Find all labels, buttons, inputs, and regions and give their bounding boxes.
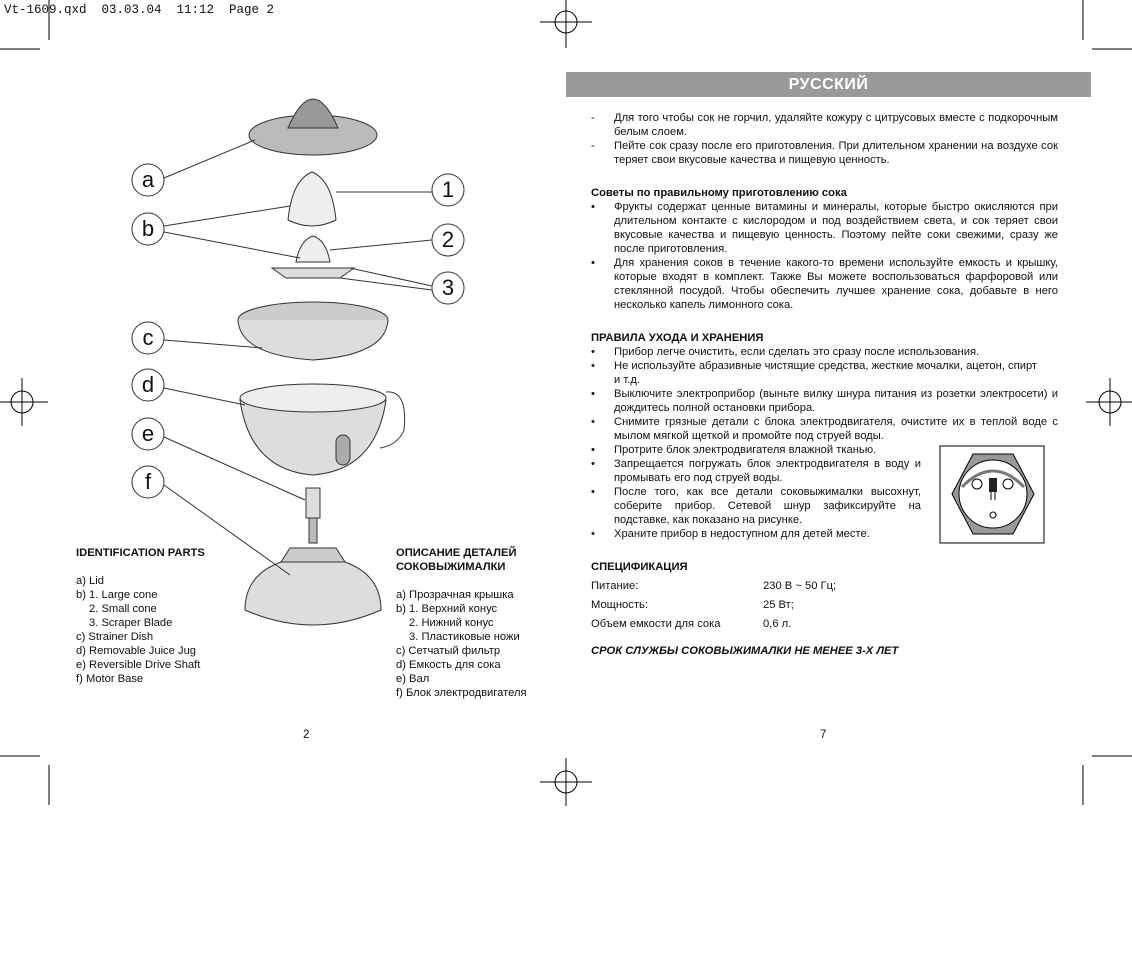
part-item: c) Strainer Dish [76, 631, 154, 643]
care-item: • Прибор легче очистить, если сделать это сразу после использования. [591, 346, 980, 358]
care-item: • Запрещается погружать блок электродвигателя в воду и промывать его под струей воды. [591, 458, 921, 484]
callout-e: e [141, 421, 155, 446]
callout-1: 1 [441, 177, 455, 202]
spec-row: Объем емкости для сока 0,6 л. [591, 618, 792, 630]
callout-3: 3 [441, 275, 455, 300]
care-title: ПРАВИЛА УХОДА И ХРАНЕНИЯ [591, 332, 764, 344]
page-number-left: 2 [303, 729, 310, 741]
part-item: b) 1. Large cone [76, 589, 158, 601]
spec-title: СПЕЦИФИКАЦИЯ [591, 561, 688, 573]
english-title: IDENTIFICATION PARTS [76, 547, 205, 559]
part-item: e) Reversible Drive Shaft [76, 659, 201, 671]
spec-row: Мощность: 25 Вт; [591, 599, 794, 611]
part-item: c) Сетчатый фильтр [396, 645, 501, 657]
russian-title-2: СОКОВЫЖИМАЛКИ [396, 561, 506, 573]
tip-item: • Фрукты содержат ценные витамины и минералы, которые быстро окисляются при длительном контакте с кислородом и под воздействием света, и сок теряет свои вкусовые качества и пищевую ценность. Поэтому пейте соки свежими, сразу же после приготовления. [591, 201, 1058, 255]
service-life-note: СРОК СЛУЖБЫ СОКОВЫЖИМАЛКИ НЕ МЕНЕЕ 3-Х ЛЕТ [591, 645, 899, 657]
callout-c: c [142, 325, 154, 350]
part-item: a) Прозрачная крышка [396, 589, 514, 601]
page-number-right: 7 [820, 729, 827, 741]
care-item: • Выключите электроприбор (выньте вилку шнура питания из розетки электросети) и дождитесь полной остановки прибора. [591, 388, 1058, 414]
care-item: • Храните прибор в недоступном для детей месте. [591, 528, 870, 540]
care-item: • Снимите грязные детали с блока электродвигателя, очистите их в теплой воде с мылом мягкой щеткой и промойте под струей воды. [591, 416, 1058, 442]
file-slug: Vt-1609.qxd 03.03.04 11:12 Page 2 [4, 3, 275, 17]
part-item: a) Lid [76, 575, 104, 587]
part-item: 3. Scraper Blade [89, 617, 173, 629]
part-item: 3. Пластиковые ножи [409, 631, 520, 643]
russian-title: ОПИСАНИЕ ДЕТАЛЕЙ [396, 547, 517, 559]
part-item: d) Removable Juice Jug [76, 645, 197, 657]
dash-item: - Пейте сок сразу после его приготовления. При длительном хранении на воздухе сок теряет свои вкусовые качества и пищевую ценность. [591, 140, 1058, 166]
language-header: РУССКИЙ [566, 72, 1091, 97]
part-item: 2. Small cone [89, 603, 157, 615]
callout-d: d [141, 372, 155, 397]
dash-item: - Для того чтобы сок не горчил, удаляйте кожуру с цитрусовых вместе с подкорочным белым слоем. [591, 112, 1058, 138]
care-item: • После того, как все детали соковыжималки высохнут, соберите прибор. Сетевой шнур зафиксируйте на подставке, как показано на рисунке. [591, 486, 921, 526]
tips-title: Советы по правильному приготовлению сока [591, 187, 847, 199]
callout-b: b [141, 216, 155, 241]
callout-f: f [144, 469, 152, 494]
part-item: d) Емкость для сока [396, 659, 501, 671]
part-item: e) Вал [396, 673, 430, 685]
part-item: b) 1. Верхний конус [396, 603, 498, 615]
part-item: f) Блок электродвигателя [396, 687, 527, 699]
care-item: • Протрите блок электродвигателя влажной тканью. [591, 444, 877, 456]
callout-2: 2 [441, 227, 455, 252]
tip-item: • Для хранения соков в течение какого-то времени используйте емкость и крышку, которые входят в комплект. Также Вы можете воспользоваться фарфоровой или стеклянной посудой. Чтобы обеспечить лучшее хранение сока, добавьте в него несколько капель лимонного сока. [591, 257, 1058, 311]
part-item: 2. Нижний конус [409, 617, 494, 629]
spec-row: Питание: 230 В ~ 50 Гц; [591, 580, 837, 592]
callout-a: a [141, 167, 155, 192]
care-item: • Не используйте абразивные чистящие средства, жесткие мочалки, ацетон, спирт и т.д. [591, 360, 1038, 386]
part-item: f) Motor Base [76, 673, 144, 685]
